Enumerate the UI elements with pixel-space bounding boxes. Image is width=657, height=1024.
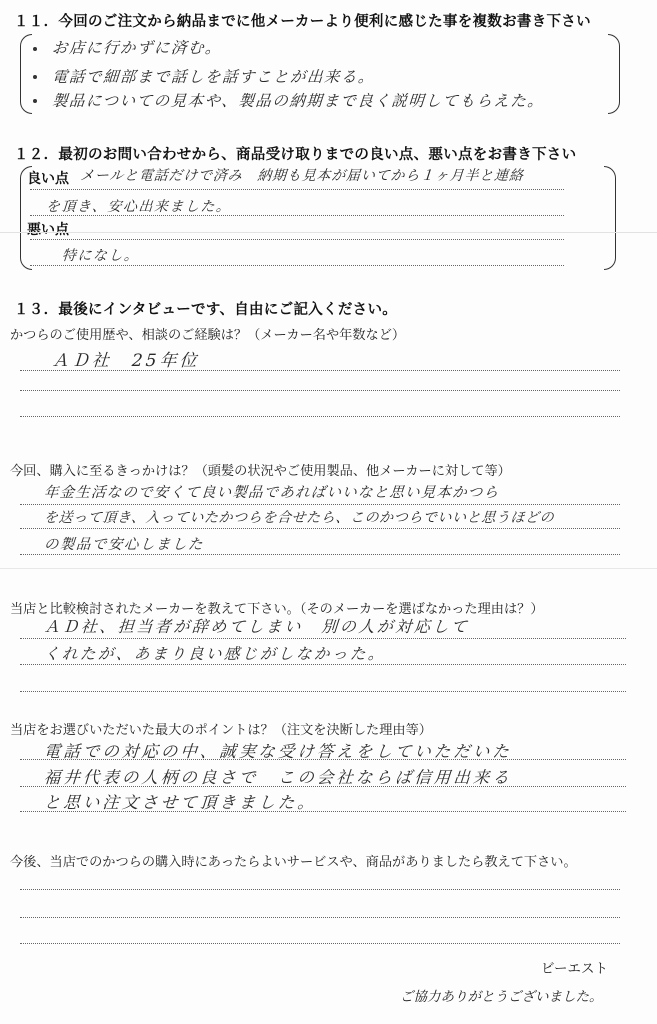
answer-rule [20, 504, 620, 505]
q13-item2-question: 今回、購入に至るきっかけは？（頭髪の状況やご使用製品、他メーカーに対して等） [10, 464, 511, 479]
q11-bracket-right [608, 34, 620, 114]
q11-answer-1: お店に行かずに済む。 [51, 39, 223, 57]
bullet-icon [33, 99, 37, 103]
q13-item4-question: 当店をお選びいただいた最大のポイントは？（注文を決断した理由等） [10, 723, 432, 738]
answer-rule [20, 786, 626, 787]
q12-bracket-right [604, 166, 616, 270]
answer-rule [20, 664, 626, 665]
q13-item3-question: 当店と比較検討されたメーカーを教えて下さい。（そのメーカーを選ばなかった理由は？） [10, 602, 544, 617]
answer-rule [20, 416, 620, 417]
q13-item3-answer-line-2: くれたが、あまり良い感じがしなかった。 [43, 645, 387, 663]
q11-answer-2: 電話で細部まで話しを話すことが出来る。 [51, 68, 376, 86]
q13-item2-answer-line-2: を送って頂き、入っていたかつらを合せたら、このかつらでいいと思うほどの [43, 510, 555, 526]
answer-rule [30, 215, 564, 216]
answer-rule [20, 943, 620, 944]
answer-rule [20, 528, 620, 529]
answer-rule [20, 370, 620, 371]
q11-answer-3: 製品についての見本や、製品の納期まで良く説明してもらえた。 [51, 92, 545, 110]
q13-item2-answer-line-1: 年金生活なので安くて良い製品であればいいなと思い見本かつら [43, 485, 500, 501]
q13-item5-question: 今後、当店でのかつらの購入時にあったらよいサービスや、商品がありましたら教えて下さい。 [10, 855, 577, 870]
answer-rule [20, 390, 620, 391]
q13-item4-answer-line-1: 電話での対応の中、誠実な受け答えをしていただいた [43, 742, 513, 761]
answer-rule [20, 811, 626, 812]
good-answer-line-1: メールと電話だけで済み 納期も見本が届いてから１ヶ月半と連絡 [79, 168, 525, 184]
company-name: ビーエスト [541, 961, 608, 977]
bullet-icon [33, 47, 37, 51]
bad-answer-line-1: 特になし。 [61, 248, 140, 264]
answer-rule [20, 691, 626, 692]
q11-bracket-left [20, 34, 32, 114]
bad-points-label: 悪い点 [27, 222, 69, 238]
q11-title: １１．今回のご注文から納品までに他メーカーより便利に感じた事を複数お書き下さい [14, 14, 591, 30]
scan-fold-line [0, 568, 657, 569]
thank-you-message: ご協力ありがとうございました。 [400, 989, 603, 1005]
bullet-icon [33, 75, 37, 79]
q13-item2-answer-line-3: の製品で安心しました [43, 537, 205, 553]
q13-item1-answer-line-1: ＡＤ社 25年位 [51, 351, 201, 371]
q13-item4-answer-line-2: 福井代表の人柄の良さで この会社ならば信用出来る [43, 768, 513, 787]
answer-rule [30, 239, 564, 240]
scan-fold-line [0, 232, 657, 233]
answer-rule [20, 889, 620, 890]
answer-rule [20, 638, 626, 639]
q12-title: １２．最初のお問い合わせから、商品受け取りまでの良い点、悪い点をお書き下さい [14, 147, 577, 163]
q13-item4-answer-line-3: と思い注文させて頂きました。 [43, 793, 318, 812]
answer-rule [20, 554, 620, 555]
answer-rule [30, 189, 564, 190]
q13-item3-answer-line-1: ＡＤ社、担当者が辞めてしまい 別の人が対応して [43, 617, 471, 636]
answer-rule [20, 917, 620, 918]
q13-item1-question: かつらのご使用歴や、相談のご経験は？（メーカー名や年数など） [10, 328, 406, 343]
good-answer-line-2: を頂き、安心出来ました。 [45, 199, 232, 215]
good-points-label: 良い点 [27, 171, 69, 187]
answer-rule [30, 265, 564, 266]
q13-title: １３．最後にインタビューです、自由にご記入ください。 [14, 302, 398, 318]
answer-rule [20, 759, 626, 760]
